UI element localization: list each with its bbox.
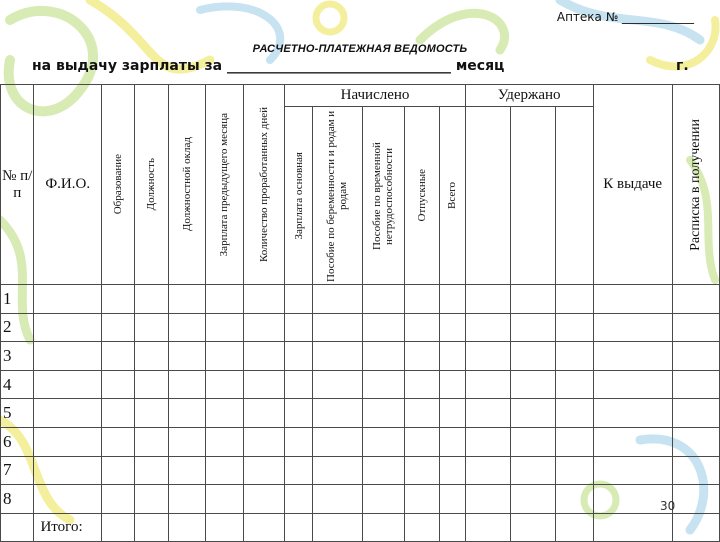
table-cell[interactable] bbox=[593, 285, 672, 314]
group-header-withheld: Удержано bbox=[465, 85, 593, 107]
total-cell[interactable] bbox=[206, 513, 243, 541]
table-row bbox=[1, 313, 720, 342]
column-header-accrued-0-text: Зарплата основная bbox=[292, 151, 305, 240]
table-cell[interactable] bbox=[285, 456, 313, 485]
table-cell[interactable] bbox=[404, 342, 439, 371]
row-number: 5 bbox=[1, 399, 34, 428]
table-cell[interactable] bbox=[593, 399, 672, 428]
table-cell[interactable] bbox=[101, 456, 134, 485]
total-cell[interactable] bbox=[556, 513, 593, 541]
column-header-position-text: Должность bbox=[145, 158, 158, 211]
table-cell[interactable] bbox=[135, 485, 168, 514]
table-cell[interactable] bbox=[135, 399, 168, 428]
column-header-name: Ф.И.О. bbox=[34, 85, 101, 285]
table-cell[interactable] bbox=[34, 399, 101, 428]
table-cell[interactable] bbox=[243, 456, 285, 485]
table-cell[interactable] bbox=[34, 313, 101, 342]
total-cell[interactable] bbox=[243, 513, 285, 541]
total-cell[interactable] bbox=[404, 513, 439, 541]
table-cell[interactable] bbox=[285, 427, 313, 456]
column-withheld-0 bbox=[465, 107, 510, 285]
table-cell[interactable] bbox=[168, 485, 206, 514]
table-cell[interactable] bbox=[672, 456, 719, 485]
row-number: 1 bbox=[1, 285, 34, 314]
table-cell[interactable] bbox=[593, 456, 672, 485]
total-cell[interactable] bbox=[362, 513, 404, 541]
table-row bbox=[1, 285, 720, 314]
table-cell[interactable] bbox=[206, 427, 243, 456]
table-cell[interactable] bbox=[556, 485, 593, 514]
table-cell[interactable] bbox=[556, 342, 593, 371]
table-cell[interactable] bbox=[243, 370, 285, 399]
table-cell[interactable] bbox=[672, 370, 719, 399]
table-cell[interactable] bbox=[672, 485, 719, 514]
table-row bbox=[1, 399, 720, 428]
table-cell[interactable] bbox=[135, 370, 168, 399]
header-row-top bbox=[1, 85, 720, 107]
table-cell[interactable] bbox=[439, 370, 465, 399]
table-cell[interactable] bbox=[313, 427, 362, 456]
table-cell[interactable] bbox=[34, 485, 101, 514]
column-header-accrued-1 bbox=[313, 107, 362, 285]
column-header-accrued-2 bbox=[362, 107, 404, 285]
table-cell[interactable] bbox=[510, 313, 555, 342]
table-cell[interactable] bbox=[34, 427, 101, 456]
table-cell[interactable] bbox=[243, 399, 285, 428]
table-cell[interactable] bbox=[135, 285, 168, 314]
table-cell[interactable] bbox=[34, 456, 101, 485]
total-cell-number[interactable] bbox=[1, 513, 34, 541]
table-cell[interactable] bbox=[313, 313, 362, 342]
table-cell[interactable] bbox=[313, 485, 362, 514]
document-subtitle: на выдачу зарплаты за ________________________________ месяц bbox=[32, 58, 505, 74]
table-cell[interactable] bbox=[439, 456, 465, 485]
table-cell[interactable] bbox=[285, 285, 313, 314]
year-suffix: г. bbox=[676, 58, 689, 74]
table-cell[interactable] bbox=[101, 485, 134, 514]
table-cell[interactable] bbox=[362, 370, 404, 399]
column-header-education bbox=[101, 85, 134, 285]
column-header-position bbox=[135, 85, 168, 285]
table-cell[interactable] bbox=[465, 399, 510, 428]
total-cell[interactable] bbox=[439, 513, 465, 541]
table-cell[interactable] bbox=[439, 399, 465, 428]
table-cell[interactable] bbox=[135, 456, 168, 485]
table-cell[interactable] bbox=[439, 313, 465, 342]
table-cell[interactable] bbox=[243, 485, 285, 514]
table-cell[interactable] bbox=[34, 370, 101, 399]
total-row bbox=[1, 513, 720, 541]
payroll-table bbox=[0, 84, 720, 542]
table-cell[interactable] bbox=[101, 285, 134, 314]
column-header-accrued-4-text: Всего bbox=[446, 182, 459, 209]
table-cell[interactable] bbox=[672, 399, 719, 428]
table-cell[interactable] bbox=[362, 485, 404, 514]
table-cell[interactable] bbox=[135, 427, 168, 456]
table-cell[interactable] bbox=[593, 313, 672, 342]
table-cell[interactable] bbox=[404, 313, 439, 342]
table-cell[interactable] bbox=[101, 342, 134, 371]
table-cell[interactable] bbox=[168, 342, 206, 371]
table-cell[interactable] bbox=[285, 399, 313, 428]
document-title: РАСЧЕТНО-ПЛАТЕЖНАЯ ВЕДОМОСТЬ bbox=[252, 43, 468, 55]
table-cell[interactable] bbox=[243, 313, 285, 342]
row-number: 2 bbox=[1, 313, 34, 342]
table-cell[interactable] bbox=[510, 285, 555, 314]
table-cell[interactable] bbox=[313, 342, 362, 371]
table-cell[interactable] bbox=[439, 285, 465, 314]
column-header-to-pay: К выдаче bbox=[593, 85, 672, 285]
table-cell[interactable] bbox=[168, 427, 206, 456]
table-cell[interactable] bbox=[510, 342, 555, 371]
table-cell[interactable] bbox=[243, 285, 285, 314]
row-number: 7 bbox=[1, 456, 34, 485]
total-cell[interactable] bbox=[593, 513, 672, 541]
table-cell[interactable] bbox=[510, 485, 555, 514]
row-number: 8 bbox=[1, 485, 34, 514]
table-cell[interactable] bbox=[404, 399, 439, 428]
table-cell[interactable] bbox=[206, 285, 243, 314]
table-cell[interactable] bbox=[404, 370, 439, 399]
table-cell[interactable] bbox=[510, 427, 555, 456]
table-cell[interactable] bbox=[672, 342, 719, 371]
table-cell[interactable] bbox=[285, 370, 313, 399]
table-cell[interactable] bbox=[593, 370, 672, 399]
column-header-accrued-1-text: Пособие по беременности и родам и родам bbox=[325, 109, 350, 282]
table-cell[interactable] bbox=[362, 313, 404, 342]
table-cell[interactable] bbox=[168, 313, 206, 342]
table-cell[interactable] bbox=[672, 285, 719, 314]
table-cell[interactable] bbox=[168, 370, 206, 399]
table-cell[interactable] bbox=[101, 427, 134, 456]
table-cell[interactable] bbox=[34, 342, 101, 371]
column-withheld-2 bbox=[556, 107, 593, 285]
table-cell[interactable] bbox=[206, 370, 243, 399]
column-header-prev-salary bbox=[206, 85, 243, 285]
total-cell[interactable] bbox=[465, 513, 510, 541]
table-cell[interactable] bbox=[510, 456, 555, 485]
table-cell[interactable] bbox=[404, 427, 439, 456]
table-cell[interactable] bbox=[285, 342, 313, 371]
total-cell[interactable] bbox=[285, 513, 313, 541]
table-cell[interactable] bbox=[672, 427, 719, 456]
table-cell[interactable] bbox=[362, 285, 404, 314]
table-cell[interactable] bbox=[313, 285, 362, 314]
table-cell[interactable] bbox=[556, 399, 593, 428]
table-cell[interactable] bbox=[168, 456, 206, 485]
table-cell[interactable] bbox=[404, 285, 439, 314]
column-header-accrued-0 bbox=[285, 107, 313, 285]
table-cell[interactable] bbox=[465, 342, 510, 371]
table-cell[interactable] bbox=[135, 342, 168, 371]
table-row bbox=[1, 342, 720, 371]
column-header-accrued-3 bbox=[404, 107, 439, 285]
total-cell[interactable] bbox=[313, 513, 362, 541]
table-cell[interactable] bbox=[556, 313, 593, 342]
table-cell[interactable] bbox=[206, 342, 243, 371]
row-number: 3 bbox=[1, 342, 34, 371]
total-cell[interactable] bbox=[135, 513, 168, 541]
table-cell[interactable] bbox=[285, 485, 313, 514]
table-cell[interactable] bbox=[556, 456, 593, 485]
total-label: Итого: bbox=[34, 513, 101, 541]
table-cell[interactable] bbox=[556, 370, 593, 399]
table-cell[interactable] bbox=[313, 399, 362, 428]
table-cell[interactable] bbox=[362, 342, 404, 371]
table-cell[interactable] bbox=[362, 456, 404, 485]
table-row bbox=[1, 370, 720, 399]
table-cell[interactable] bbox=[439, 485, 465, 514]
table-cell[interactable] bbox=[285, 313, 313, 342]
table-cell[interactable] bbox=[206, 399, 243, 428]
row-number: 4 bbox=[1, 370, 34, 399]
column-header-days bbox=[243, 85, 285, 285]
column-header-accrued-4 bbox=[439, 107, 465, 285]
row-number: 6 bbox=[1, 427, 34, 456]
pharmacy-number-field: Аптека № ____________ bbox=[556, 10, 694, 24]
table-cell[interactable] bbox=[168, 285, 206, 314]
table-cell[interactable] bbox=[510, 399, 555, 428]
table-cell[interactable] bbox=[439, 427, 465, 456]
table-cell[interactable] bbox=[465, 485, 510, 514]
table-cell[interactable] bbox=[243, 427, 285, 456]
table-row bbox=[1, 485, 720, 514]
table-cell[interactable] bbox=[168, 399, 206, 428]
column-header-accrued-2-text: Пособие по временной нетрудоспособности bbox=[371, 141, 396, 250]
table-row bbox=[1, 427, 720, 456]
table-cell[interactable] bbox=[672, 313, 719, 342]
table-row bbox=[1, 456, 720, 485]
table-cell[interactable] bbox=[101, 399, 134, 428]
table-cell[interactable] bbox=[206, 456, 243, 485]
column-withheld-1 bbox=[510, 107, 555, 285]
total-cell[interactable] bbox=[101, 513, 134, 541]
table-cell[interactable] bbox=[101, 313, 134, 342]
column-header-education-text: Образование bbox=[112, 154, 125, 215]
table-cell[interactable] bbox=[135, 313, 168, 342]
table-cell[interactable] bbox=[439, 342, 465, 371]
table-cell[interactable] bbox=[243, 342, 285, 371]
table-cell[interactable] bbox=[556, 285, 593, 314]
table-cell[interactable] bbox=[465, 313, 510, 342]
table-cell[interactable] bbox=[404, 456, 439, 485]
table-cell[interactable] bbox=[206, 485, 243, 514]
total-cell[interactable] bbox=[510, 513, 555, 541]
table-cell[interactable] bbox=[465, 456, 510, 485]
table-cell[interactable] bbox=[510, 370, 555, 399]
column-header-accrued-3-text: Отпускные bbox=[415, 169, 428, 222]
column-header-number: № п/п bbox=[1, 85, 34, 285]
table-cell[interactable] bbox=[101, 370, 134, 399]
table-cell[interactable] bbox=[362, 427, 404, 456]
data-rows bbox=[1, 285, 720, 514]
table-cell[interactable] bbox=[404, 485, 439, 514]
column-header-signature bbox=[672, 85, 719, 285]
column-header-prev-salary-text: Зарплата предыдущего месяца bbox=[218, 112, 231, 257]
total-cell[interactable] bbox=[168, 513, 206, 541]
table-cell[interactable] bbox=[465, 427, 510, 456]
column-header-salary-text: Должностной оклад bbox=[180, 137, 193, 232]
group-header-accrued: Начислено bbox=[285, 85, 465, 107]
table-cell[interactable] bbox=[206, 313, 243, 342]
column-header-signature-text: Расписка в получении bbox=[688, 118, 704, 251]
table-cell[interactable] bbox=[556, 427, 593, 456]
table-cell[interactable] bbox=[313, 456, 362, 485]
column-header-days-text: Количество проработанных дней bbox=[257, 107, 270, 262]
total-cell[interactable] bbox=[672, 513, 719, 541]
table-cell[interactable] bbox=[593, 342, 672, 371]
table-cell[interactable] bbox=[593, 427, 672, 456]
page-number: 30 bbox=[660, 499, 676, 513]
table-cell[interactable] bbox=[313, 370, 362, 399]
table-cell[interactable] bbox=[465, 370, 510, 399]
column-header-salary bbox=[168, 85, 206, 285]
table-cell[interactable] bbox=[362, 399, 404, 428]
table-cell[interactable] bbox=[34, 285, 101, 314]
table-cell[interactable] bbox=[465, 285, 510, 314]
